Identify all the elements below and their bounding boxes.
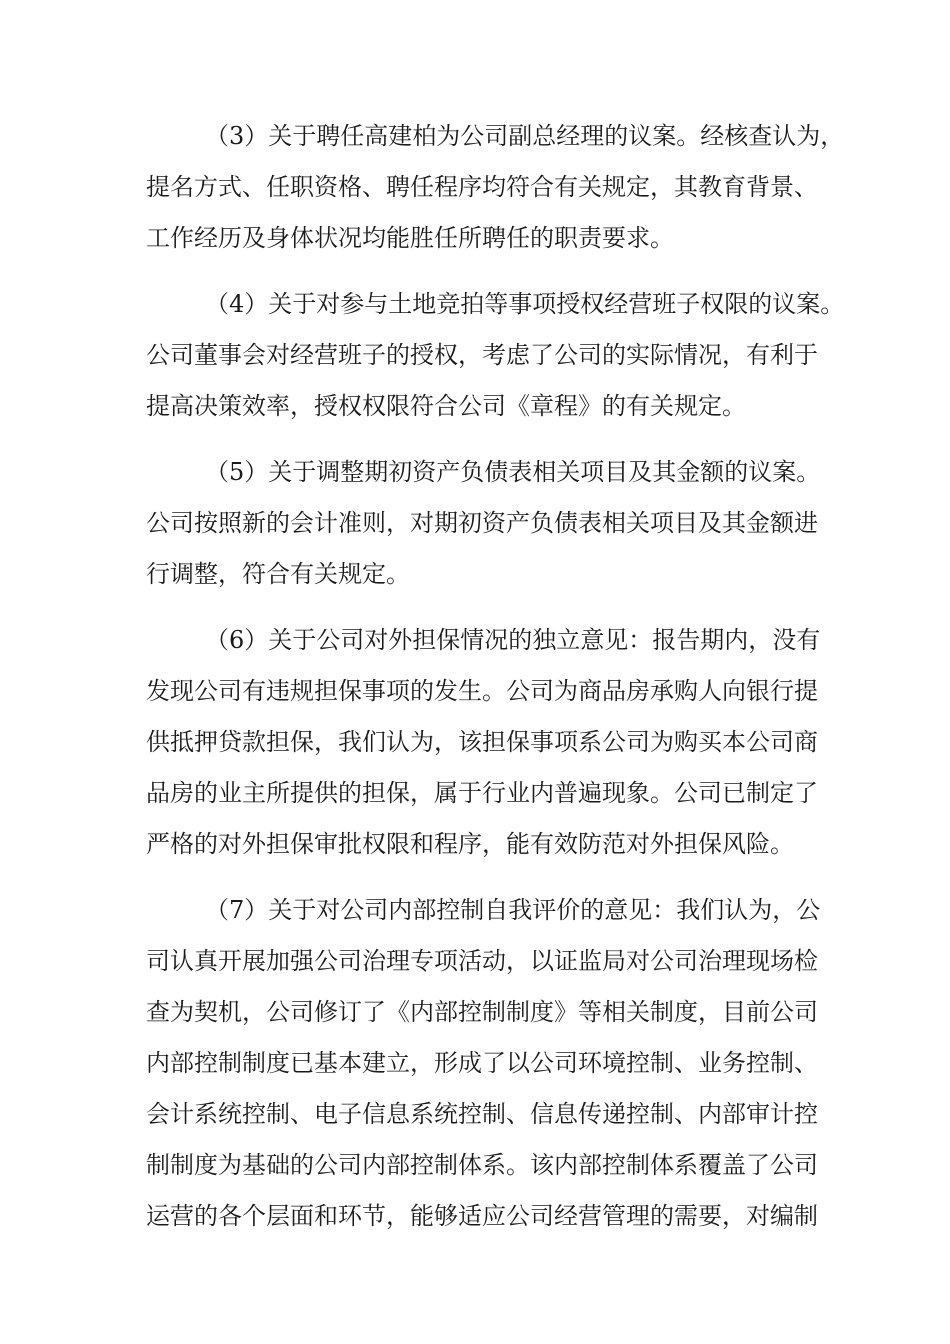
paragraph-3-line-3: 工作经历及身体状况均能胜任所聘任的职责要求。 bbox=[146, 224, 674, 252]
paragraph-6-line-5: 严格的对外担保审批权限和程序，能有效防范对外担保风险。 bbox=[146, 830, 794, 858]
paragraph-4-line-1: （4）关于对参与土地竞拍等事项授权经营班子权限的议案。 bbox=[205, 290, 845, 318]
paragraph-7-line-5: 会计系统控制、电子信息系统控制、信息传递控制、内部审计控 bbox=[146, 1100, 818, 1128]
paragraph-6-line-1: （6）关于公司对外担保情况的独立意见：报告期内，没有 bbox=[205, 626, 821, 654]
paragraph-5-line-3: 行调整，符合有关规定。 bbox=[146, 560, 410, 588]
paragraph-7-line-3: 查为契机，公司修订了《内部控制制度》等相关制度，目前公司 bbox=[146, 998, 818, 1026]
paragraph-7-line-1: （7）关于对公司内部控制自我评价的意见：我们认为，公 bbox=[205, 896, 821, 924]
paragraph-7-line-7: 运营的各个层面和环节，能够适应公司经营管理的需要，对编制 bbox=[146, 1202, 818, 1230]
paragraph-7-line-4: 内部控制制度已基本建立，形成了以公司环境控制、业务控制、 bbox=[146, 1049, 818, 1077]
paragraph-5-line-2: 公司按照新的会计准则，对期初资产负债表相关项目及其金额进 bbox=[146, 509, 818, 537]
paragraph-6-line-2: 发现公司有违规担保事项的发生。公司为商品房承购人向银行提 bbox=[146, 677, 818, 705]
paragraph-6-line-4: 品房的业主所提供的担保，属于行业内普遍现象。公司已制定了 bbox=[146, 779, 818, 807]
paragraph-4-line-3: 提高决策效率，授权权限符合公司《章程》的有关规定。 bbox=[146, 392, 746, 420]
paragraph-7-line-2: 司认真开展加强公司治理专项活动，以证监局对公司治理现场检 bbox=[146, 947, 818, 975]
paragraph-7-line-6: 制制度为基础的公司内部控制体系。该内部控制体系覆盖了公司 bbox=[146, 1151, 818, 1179]
paragraph-4-line-2: 公司董事会对经营班子的授权，考虑了公司的实际情况，有利于 bbox=[146, 341, 818, 369]
paragraph-6-line-3: 供抵押贷款担保，我们认为，该担保事项系公司为购买本公司商 bbox=[146, 728, 818, 756]
paragraph-3-line-2: 提名方式、任职资格、聘任程序均符合有关规定，其教育背景、 bbox=[146, 173, 818, 201]
paragraph-3-line-1: （3）关于聘任高建柏为公司副总经理的议案。经核查认为， bbox=[205, 122, 845, 150]
paragraph-5-line-1: （5）关于调整期初资产负债表相关项目及其金额的议案。 bbox=[205, 458, 821, 486]
